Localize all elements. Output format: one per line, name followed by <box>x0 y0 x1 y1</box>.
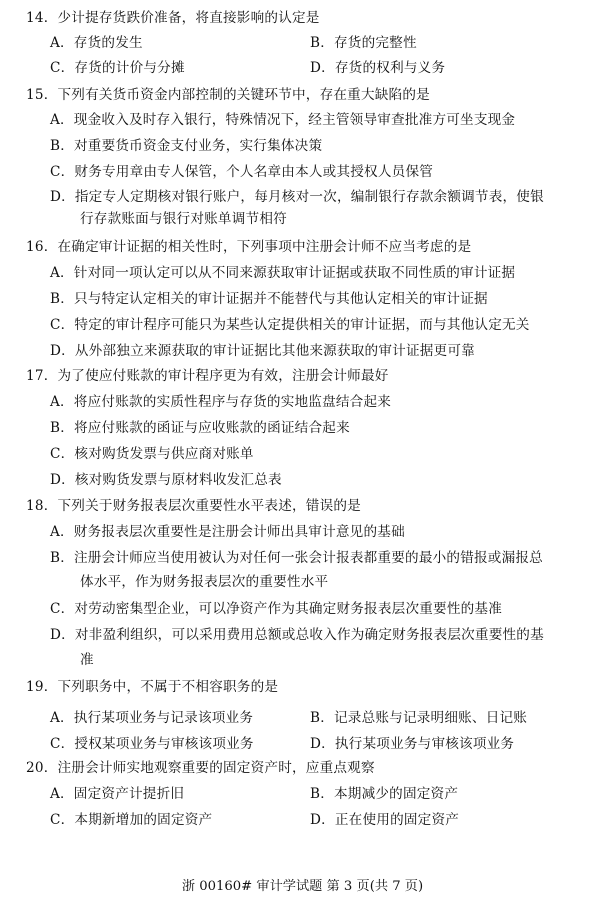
question-15-option-b: B．对重要货币资金支付业务，实行集体决策 <box>50 138 323 154</box>
question-18-option-a: A．财务报表层次重要性是注册会计师出具审计意见的基础 <box>50 524 405 540</box>
question-14-option-c: C．存货的计价与分摊 <box>50 60 185 76</box>
question-19-stem: 19．下列职务中，不属于不相容职务的是 <box>26 679 279 695</box>
page-footer: 浙 00160# 审计学试题 第 3 页(共 7 页) <box>181 879 424 894</box>
question-17-option-a: A．将应付账款的实质性程序与存货的实地监盘结合起来 <box>50 394 392 410</box>
question-20-option-d: D．正在使用的固定资产 <box>310 812 460 828</box>
question-16-stem: 16．在确定审计证据的相关性时，下列事项中注册会计师不应当考虑的是 <box>26 239 472 255</box>
question-18-option-d: D．对非盈利组织，可以采用费用总额或总收入作为确定财务报表层次重要性的基 <box>50 627 544 643</box>
question-19-option-d: D．执行某项业务与审核该项业务 <box>310 736 515 752</box>
question-15-option-d: D．指定专人定期核对银行账户，每月核对一次，编制银行存款余额调节表，使银 <box>50 189 544 205</box>
question-15-option-c: C．财务专用章由专人保管，个人名章由本人或其授权人员保管 <box>50 164 434 180</box>
question-15-option-a: A．现金收入及时存入银行，特殊情况下，经主管领导审查批准方可坐支现金 <box>50 112 516 128</box>
question-14-option-b: B．存货的完整性 <box>310 35 417 51</box>
question-16-option-d: D．从外部独立来源获取的审计证据比其他来源获取的审计证据更可靠 <box>50 343 475 359</box>
question-16-option-c: C．特定的审计程序可能只为某些认定提供相关的审计证据，而与其他认定无关 <box>50 317 530 333</box>
question-19-option-a: A．执行某项业务与记录该项业务 <box>50 710 254 726</box>
question-17-option-d: D．核对购货发票与原材料收发汇总表 <box>50 472 282 488</box>
question-14-stem: 14．少计提存货跌价准备，将直接影响的认定是 <box>26 10 320 26</box>
question-20-stem: 20．注册会计师实地观察重要的固定资产时，应重点观察 <box>26 760 375 776</box>
question-17-option-c: C．核对购货发票与供应商对账单 <box>50 446 254 462</box>
question-15-option-d-continued: 行存款账面与银行对账单调节相符 <box>80 211 287 227</box>
question-18-option-c: C．对劳动密集型企业，可以净资产作为其确定财务报表层次重要性的基准 <box>50 601 502 617</box>
question-16-option-a: A．针对同一项认定可以从不同来源获取审计证据或获取不同性质的审计证据 <box>50 265 516 281</box>
question-18-option-b-continued: 体水平，作为财务报表层次的重要性水平 <box>80 574 329 590</box>
question-20-option-b: B．本期减少的固定资产 <box>310 786 459 802</box>
question-18-option-b: B．注册会计师应当使用被认为对任何一张会计报表都重要的最小的错报或漏报总 <box>50 550 543 566</box>
question-14-option-d: D．存货的权利与义务 <box>310 60 446 76</box>
question-20-option-a: A．固定资产计提折旧 <box>50 786 185 802</box>
question-19-option-b: B．记录总账与记录明细账、日记账 <box>310 710 528 726</box>
question-14-option-a: A．存货的发生 <box>50 35 143 51</box>
question-15-stem: 15．下列有关货币资金内部控制的关键环节中，存在重大缺陷的是 <box>26 87 430 103</box>
question-16-option-b: B．只与特定认定相关的审计证据并不能替代与其他认定相关的审计证据 <box>50 291 488 307</box>
question-18-option-d-continued: 准 <box>80 652 94 668</box>
question-20-option-c: C．本期新增加的固定资产 <box>50 812 213 828</box>
question-17-stem: 17．为了使应付账款的审计程序更为有效，注册会计师最好 <box>26 368 389 384</box>
question-18-stem: 18．下列关于财务报表层次重要性水平表述，错误的是 <box>26 498 361 514</box>
question-17-option-b: B．将应付账款的函证与应收账款的函证结合起来 <box>50 420 350 436</box>
question-19-option-c: C．授权某项业务与审核该项业务 <box>50 736 254 752</box>
